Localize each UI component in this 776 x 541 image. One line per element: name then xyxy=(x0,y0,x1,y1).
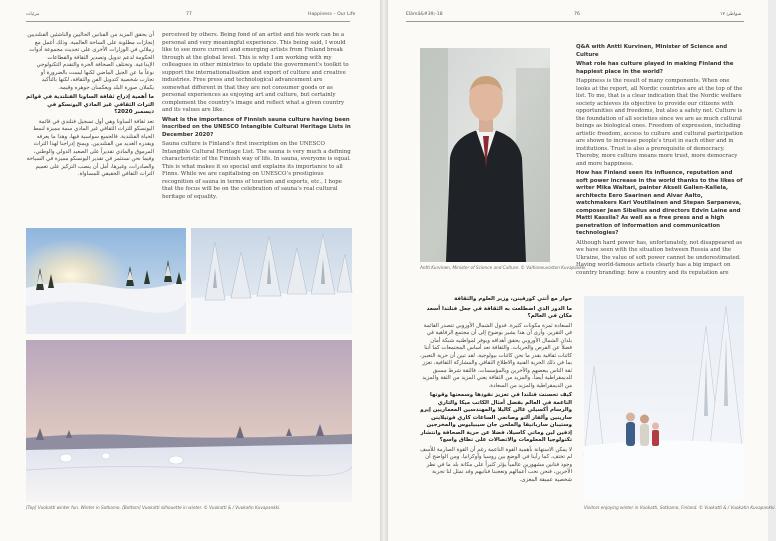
arabic-paragraph: أن يحقق المزيد من الفنانين الحاليين والناشئين الفنلنديين إنجازات مطلوبة على الساحة العالمية. وذلك أعمل مع زملائي في الوزارات الأخرى على تحديث مجموعة أدوات الحكومة لدعم تدويل وتصدير الثقافة والقطاعات الإبداعية. وتختلف الصحافة الحرة والتقدم التكنولوجي نوعاً ما عن الجيل الماضي لكنها ليست بالضرورة أو تجارب شخصية كتدويل الفن والثقافة، لكنها بالتأكيد يكملان صورة البلد ويعكسان جوهره وقيمه. xyxy=(27,32,154,91)
winter-visitors-photo xyxy=(584,296,744,501)
arabic-question: ما أهمية إدراج ثقافة الساونا الفنلندية في قوائم التراث الثقافي غير المادي اليونسكو في ديسمبر 2020؟ xyxy=(26,94,154,115)
winter-landscape-photo xyxy=(26,228,186,334)
arabic-question: ما الدور الذي اضطلعت به الثقافة في جعل فنلندا أسعد مكان في العالم؟ xyxy=(426,305,572,319)
english-column-left xyxy=(162,32,352,222)
arabic-question: كيف تحسنت فنلندا في تعزيز نفوذها وسمعتها وقوتها الناعمة في العالم بفضل أمثال الكاتب ميكا والتاري والرسام أكسيلي غالن كاليلا والمهندسين المعماريين إيرو سارينين وألفار آلتو وصانعي الساعات كاري فوتيلاينن وستيبان ساربانيفا والملحن جان سيبيليوس والمخرجين إدفين لين وماتي كاسيلا، فضلا عن حرية الصحافة وانتشار تكنولوجيا المعلومات والاتصالات على نطاق واسع؟ xyxy=(420,392,572,443)
english-question: What is the importance of Finnish sauna culture having been inscribed on the UNESCO Intangible Cultural Heritage Lists in December 2020? xyxy=(162,116,351,138)
header-right-page-number: 76 xyxy=(574,12,580,17)
header-right-arabic: شواطئ ١٧ xyxy=(720,12,742,17)
english-paragraph: Although hard power has, unfortunately, not disappeared as we have seen with the situation between Russia and the Ukraine, the value of soft power cannot be underestimated. Having world-famous artists clearly has a big impact on country branding: how a country and its reputation are xyxy=(576,239,743,276)
header-left-page-number: 77 xyxy=(186,12,192,17)
english-paragraph: perceived by others. Being fond of an artist and his work can be a personal and very meaningful experience. This being said, I would like to see more current and emerging artists from Finland break through at the global level. This is why I am working with my colleagues in other ministries to update the government’s toolkit to support the internationalisation and export of culture and creative industries. Free press and technological advancement are somewhat different in that they are not consumer goods or as personal experiences as enjoying art and culture, but certainly complement the country’s image and reflect what a given country and its values are like. xyxy=(162,32,349,113)
photo-caption: [Top] Vuokatti winter fun. Winter in Sotkamo. [Bottom] Vuokatti silhouette in winter. © Vuokatti & / Vuokatin Kuvapankki. xyxy=(26,505,281,510)
header-left-arabic: مرئيات xyxy=(26,12,40,17)
minister-portrait-photo xyxy=(420,48,550,262)
header-rule xyxy=(26,21,350,22)
right-page xyxy=(388,0,776,541)
english-paragraph: Sauna culture is Finland’s first inscription on the UNESCO Intangible Cultural Heritage List. The sauna is very much a defining characteristic of the Finnish way of life. In sauna, everyone is equal. This is what makes it so special and explains its importance to all Finns. While we are capitalising on UNESCO’s prestigious recognition of sauna in terms of tourism and exports, etc., I hope that the focus will be on the celebration of sauna’s real cultural heritage of equality. xyxy=(162,141,351,200)
spine-gutter xyxy=(380,0,388,541)
english-question: How has Finland seen its influence, reputation and soft power increase in the world thanks to the likes of writer Mika Waltari, painter Akseli Gallen-Kallela, architects Eero Saarinen and Alvar Aalto, watchmakers Kari Voutilainen and Stepan Sarpaneva, composer Jean Sibelius and directors Edvin Laine and Matti Kassila? As well as a free press and a high penetration of information and communication technologies? xyxy=(576,170,743,236)
arabic-title: حوار مع أنتي كورفينن، وزير العلوم والثقافة xyxy=(454,296,572,302)
header-right-section: Elämä&#39;-18 xyxy=(406,12,443,17)
english-question: What role has culture played in making Finland the happiest place in the world? xyxy=(576,61,734,75)
arabic-column-right xyxy=(420,296,572,510)
english-column-right xyxy=(576,44,744,276)
header-left-section: Happiness – Our Life xyxy=(308,12,356,17)
snowy-forest-photo xyxy=(191,228,352,334)
arabic-paragraph: لا يمكن الاستهانة بأهمية القوة الناعمة رغم أن القوة الصارمة للأسف لم تختف، كما رأينا في الوضع بين روسيا وأوكرانيا. ومن الواضح أن وجود فنانين مشهورين عالمياً يؤثر كثيراً على مكانة بلد ما في نظر الآخرين، فنحن نحب أعمالهم وتعجبنا فنانيهم وقد تمثل لنا تجربة شخصية عميقة المغزى. xyxy=(420,446,572,483)
header-rule xyxy=(406,21,744,22)
arabic-paragraph: السعادة ثمرة مكونات كثيرة. فدول الشمال الأوروبي تتصدر القائمة في التقرير. وأرى أن هذا يشير بوضوح إلى أن مجتمع الرفاهية في بلدان الشمال الأوروبي يحقق أهدافه ويوفر لمواطنيه شبكة أمان فضلاً عن الفرص والحريات. والثقافة تعد أساس المجتمعات كما أننا كائنات ثقافية بقدر ما نحن كائنات بيولوجية. لقد تبين أن حرية التعبير، بما في ذلك الحرية الفنية والاطلاع الثقافي والمشاركة الثقافية، تعزز ثقة الناس ببعضهم والأخرين وبالمؤسسات. فالثقة شرط مسبق للديمقراطية أيضاً. والمزيد من الثقافة يعني المزيد من الثقة والمزيد من الديمقراطية والمزيد من السعادة. xyxy=(420,322,572,389)
arabic-paragraph: تعد ثقافة الساونا وهي أول تسجيل فنلندي في قائمة اليونسكو للتراث الثقافي غير المادي سمة مميزة لنمط الحياة الفنلندية. فالجميع سواسية فيها، وهذا ما يعرفه ويقدره العديد من الفنلنديين. ويمنح إدراجنا لهذا التراث المرموق والمادي تقديراً على الصعيد الدولي والوطني، وفيما نحن نستثمر في تقدير اليونسكو مميزة في السياحة والصادرات، وغيرها، أمل أن ينصب التركيز على تعميم التراث الثقافي الحقيقي للمساواة. xyxy=(26,118,154,177)
portrait-caption: Antti Kurvinen, Minister of Science and Culture. © Valtioneuvoston Kuvapankki. xyxy=(420,265,587,270)
interview-title: Q&A with Antti Kurvinen, Minister of Science and Culture xyxy=(576,44,728,58)
arabic-column-left xyxy=(26,32,154,212)
english-paragraph: Happiness is the result of many components. When one looks at the report, all Nordic countries are at the top of the list. To me, that is a clear indication that the Nordic welfare society achieves its objective to provide our citizens with opportunities and freedoms, but also a safety net. Culture is the foundation of all societies since we are as much cultural beings as biological ones. Freedom of expression, including artistic freedom, access to culture and cultural participation are shown to increase people’s trust in each other and in institutions. Trust is also a prerequisite of democracy. Thereby, more culture means more trust, more democracy and more happiness. xyxy=(576,78,743,167)
frozen-lake-photo xyxy=(26,340,352,502)
left-page xyxy=(0,0,380,541)
winter-caption: Visitors enjoying winter in Vuokatti, Sotkamo, Finland. © Vuokatti & / Vuokatin Kuvapankki. xyxy=(584,505,776,510)
